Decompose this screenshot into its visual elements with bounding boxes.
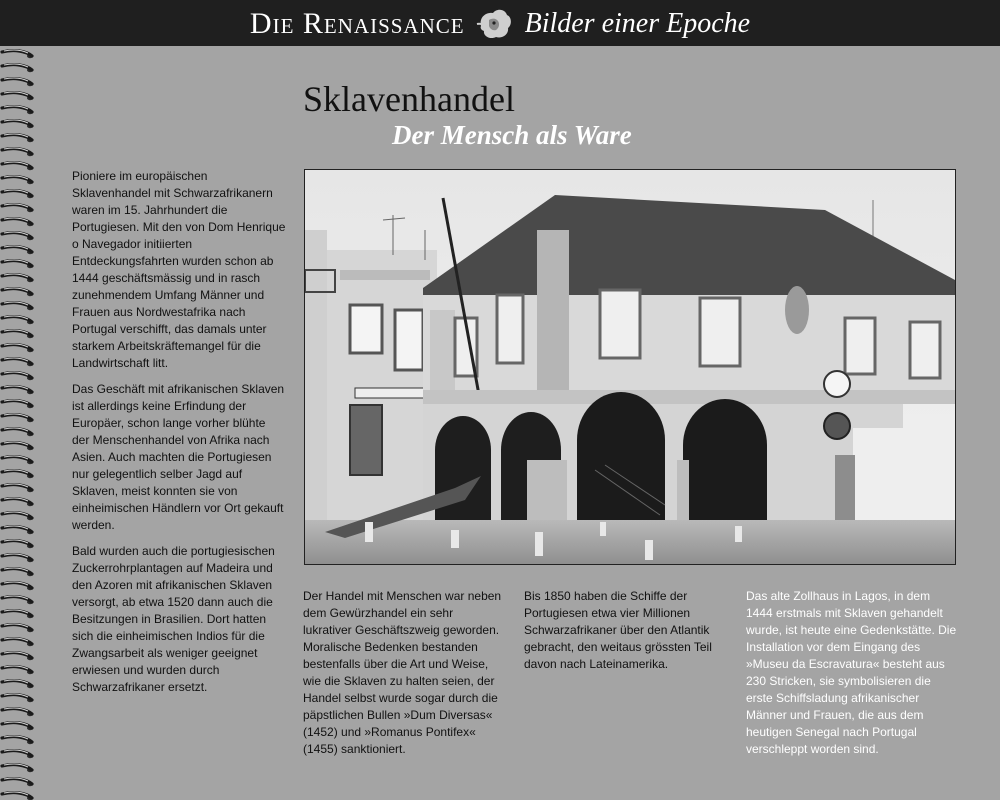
- spiral-ring: [2, 274, 33, 282]
- spiral-ring: [2, 386, 33, 394]
- header-title-group: [0, 6, 1000, 42]
- bottom-column-1: [303, 588, 503, 767]
- spiral-ring: [2, 232, 33, 240]
- spiral-ring: [2, 540, 33, 548]
- spiral-ring: [2, 624, 33, 632]
- spiral-ring: [2, 372, 33, 380]
- left-paragraph-3: Bald wurden auch die portugiesischen Zuckerrohrplantagen auf Madeira und den Azoren mit afrikanischen Sklaven versorgt, ab etwa 1520 dann auch die Besitzungen in Brasilien. Dort hatten sich die einheimischen Indios für die Zwangsarbeit als weniger geeignet erwiesen und wurden durch Schwarzafrikaner ersetzt.: [72, 544, 275, 694]
- spiral-ring: [2, 176, 33, 184]
- spiral-ring: [2, 764, 33, 772]
- spiral-ring: [2, 78, 33, 86]
- spiral-ring: [2, 596, 33, 604]
- spiral-ring: [2, 792, 33, 800]
- spiral-ring: [2, 246, 33, 254]
- series-subtitle: Bilder einer Epoche: [524, 8, 751, 39]
- spiral-ring: [2, 484, 33, 492]
- spiral-ring: [2, 134, 33, 142]
- lion-head-logo-icon: [475, 6, 515, 42]
- left-paragraph-2: Das Geschäft mit afrikanischen Sklaven ist allerdings keine Erfindung der Europäer, schon lange vorher blühte der Menschenhandel von Afrika nach Asien. Auch machten die Portugiesen nur gelegentlich selber Jagd auf Sklaven, meist konnten sie von einheimischen Händlern vor Ort gekauft werden.: [72, 382, 285, 532]
- left-text-column: [72, 168, 286, 705]
- spiral-ring: [2, 106, 33, 114]
- spiral-ring: [2, 736, 33, 744]
- spiral-ring: [2, 778, 33, 786]
- bottom-column-2: [524, 588, 724, 682]
- left-paragraph-1: Pioniere im europäischen Sklavenhandel mit Schwarzafrikanern waren im 15. Jahrhundert die Portugiesen. Mit den von Dom Henrique o Navegador initiierten Entdeckungsfahrten wurden schon ab 1444 geschäftsmässig und in rasch zunehmendem Umfang Männer und Frauen aus Nordwestafrika nach Portugal verschifft, das damals unter starkem Arbeitskräftemangel für die Landwirtschaft litt.: [72, 169, 286, 370]
- spiral-ring: [2, 344, 33, 352]
- spiral-ring: [2, 526, 33, 534]
- spiral-ring: [2, 708, 33, 716]
- spiral-ring: [2, 148, 33, 156]
- spiral-ring: [2, 610, 33, 618]
- spiral-ring: [2, 554, 33, 562]
- spiral-ring: [2, 666, 33, 674]
- page-subtitle: Der Mensch als Ware: [392, 120, 632, 150]
- spiral-ring: [2, 442, 33, 450]
- photo-caption: Das alte Zollhaus in Lagos, in dem 1444 erstmals mit Sklaven gehandelt wurde, ist heute eine Gedenkstätte. Die Installation vor dem Eingang des »Museu da Escravatura« besteht aus 230 Stricken, sie symbolisieren die erste Schiffsladung afrikanischer Männer und Frauen, die aus dem heutigen Senegal nach Portugal verschleppt worden sind.: [746, 589, 957, 756]
- spiral-ring: [2, 582, 33, 590]
- spiral-ring: [2, 92, 33, 100]
- bottom-paragraph-2: Bis 1850 haben die Schiffe der Portugiesen etwa vier Millionen Schwarzafrikaner über den Atlantik gebracht, den weitaus grössten Teil davon nach Lateinamerika.: [524, 589, 712, 671]
- spiral-ring: [2, 750, 33, 758]
- customs-house-photo: [304, 169, 956, 565]
- page-title: Sklavenhandel: [303, 79, 515, 119]
- spiral-ring: [2, 288, 33, 296]
- series-title: Die Renaissance: [249, 7, 465, 40]
- spiral-ring: [2, 694, 33, 702]
- spiral-ring: [2, 456, 33, 464]
- spiral-ring: [2, 330, 33, 338]
- spiral-ring: [2, 162, 33, 170]
- spiral-ring: [2, 638, 33, 646]
- header-bar: [0, 0, 1000, 46]
- bottom-paragraph-1: Der Handel mit Menschen war neben dem Gewürzhandel ein sehr lukrativer Geschäftszweig geworden. Moralische Bedenken bestanden bestenfalls über die Art und Weise, wie die Sklaven zu halten seien, der Handel selbst wurde sogar durch die päpstlichen Bullen »Dum Diversas« (1452) und »Romanus Pontifex« (1455) sanktioniert.: [303, 589, 502, 756]
- spiral-ring: [2, 204, 33, 212]
- spiral-ring: [2, 470, 33, 478]
- spiral-ring: [2, 260, 33, 268]
- spiral-ring: [2, 400, 33, 408]
- spiral-ring: [2, 568, 33, 576]
- spiral-ring: [2, 512, 33, 520]
- photo-illustration: [305, 170, 955, 564]
- spiral-ring: [2, 120, 33, 128]
- spiral-ring: [2, 190, 33, 198]
- spiral-ring: [2, 428, 33, 436]
- spiral-ring: [2, 316, 33, 324]
- spiral-ring: [2, 652, 33, 660]
- spiral-ring: [2, 302, 33, 310]
- spiral-ring: [2, 414, 33, 422]
- spiral-ring: [2, 358, 33, 366]
- spiral-ring: [2, 680, 33, 688]
- spiral-ring: [2, 64, 33, 72]
- spiral-ring: [2, 218, 33, 226]
- spiral-binding: [0, 46, 42, 800]
- spiral-ring: [2, 722, 33, 730]
- spiral-ring: [2, 50, 33, 58]
- spiral-ring: [2, 498, 33, 506]
- photo-caption-column: [746, 588, 958, 767]
